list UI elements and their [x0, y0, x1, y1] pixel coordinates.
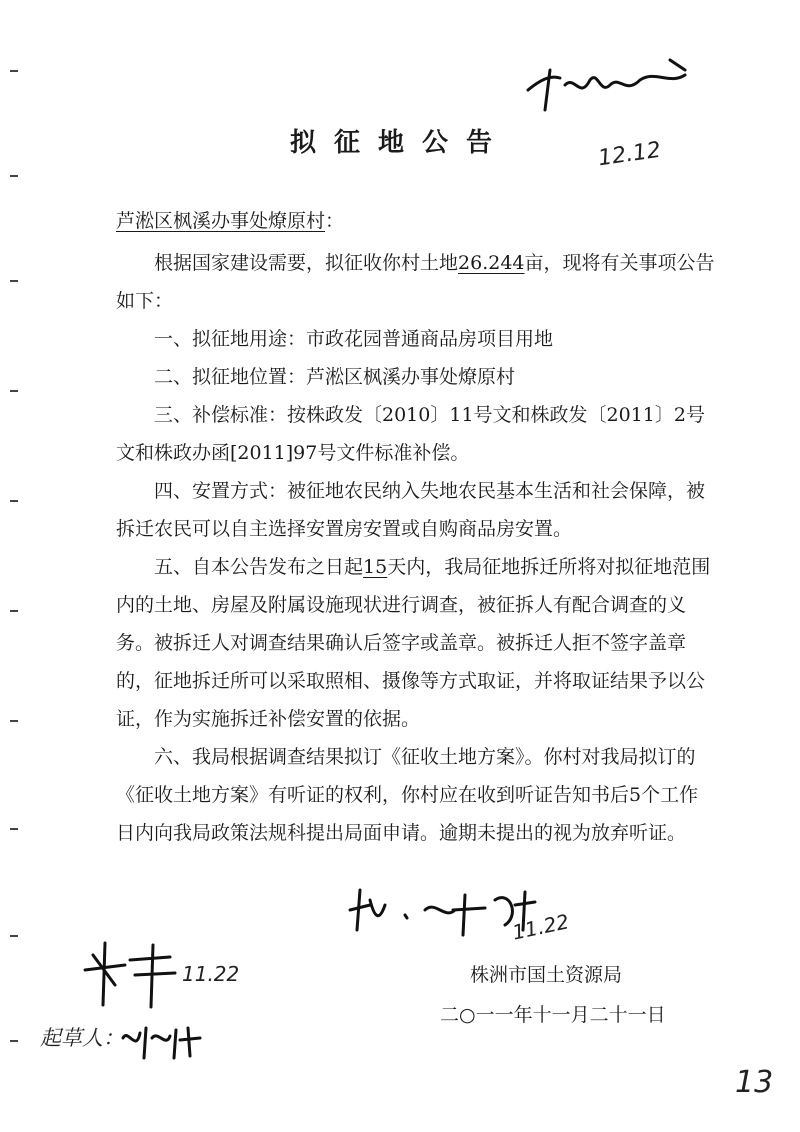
bottom-left-date: 11.22	[182, 962, 240, 986]
item-land-use: 一、拟征地用途：市政花园普通商品房项目用地	[154, 328, 554, 350]
notice-body	[116, 244, 716, 852]
intro-before: 根据国家建设需要，拟征收你村土地	[154, 252, 459, 274]
punch-mark	[10, 720, 18, 722]
punch-mark	[10, 500, 18, 502]
punch-mark	[10, 390, 18, 392]
survey-before: 五、自本公告发布之日起	[154, 556, 364, 578]
top-right-date: 12.12	[596, 137, 663, 172]
punch-mark	[10, 828, 18, 830]
middle-date: 11.22	[510, 909, 572, 945]
punch-mark	[10, 175, 18, 177]
bottom-left-signature	[75, 935, 185, 1010]
survey-days-value: 15	[363, 556, 388, 578]
punch-mark	[10, 280, 18, 282]
addressee-suffix: ：	[325, 210, 345, 232]
top-right-signature	[520, 40, 700, 120]
drafter-label: 起草人：	[40, 1026, 124, 1050]
punch-mark	[10, 70, 18, 72]
punch-mark	[10, 935, 18, 937]
land-area-value: 26.244	[458, 252, 525, 274]
intro-paragraph	[116, 244, 716, 320]
intro-after: 亩，现将有关事项公告如下：	[116, 252, 715, 312]
survey-after: 天内，我局征地拆迁所将对拟征地范围内的土地、房屋及附属设施现状进行调查，被征拆人有配合调查的义务。被拆迁人对调查结果确认后签字或盖章。被拆迁人拒不签字盖章的，征地拆迁所可以采取照相、摄像等方式取证，并将取证结果予以公证，作为实施拆迁补偿安置的依据。	[116, 556, 711, 730]
punch-mark	[10, 610, 18, 612]
page-number: 13	[735, 1065, 774, 1100]
issuer: 株洲市国土资源局	[470, 964, 623, 986]
item-placement: 四、安置方式：被征地农民纳入失地农民基本生活和社会保障，被拆迁农民可以自主选择安置房安置或自购商品房安置。	[116, 480, 706, 540]
item-survey	[116, 548, 716, 738]
punch-mark	[10, 1040, 18, 1042]
addressee-name: 芦淞区枫溪办事处燎原村	[116, 210, 326, 232]
addressee	[116, 202, 716, 240]
page-title: 拟征地公告	[289, 128, 510, 158]
item-compensation: 三、补偿标准：按株政发〔2010〕11号文和株政发〔2011〕2号文和株政办函[2011]97号文件标准补偿。	[116, 404, 705, 464]
item-hearing: 六、我局根据调查结果拟订《征收土地方案》。你村对我局拟订的《征收土地方案》有听证的权利，你村应在收到听证告知书后5个工作日内向我局政策法规科提出局面申请。逾期未提出的视为放弃听证。	[116, 746, 699, 844]
drafter-signature	[118, 1018, 208, 1063]
item-land-location: 二、拟征地位置：芦淞区枫溪办事处燎原村	[154, 366, 516, 388]
issue-date: 二○一一年十一月二十一日	[440, 1004, 666, 1026]
